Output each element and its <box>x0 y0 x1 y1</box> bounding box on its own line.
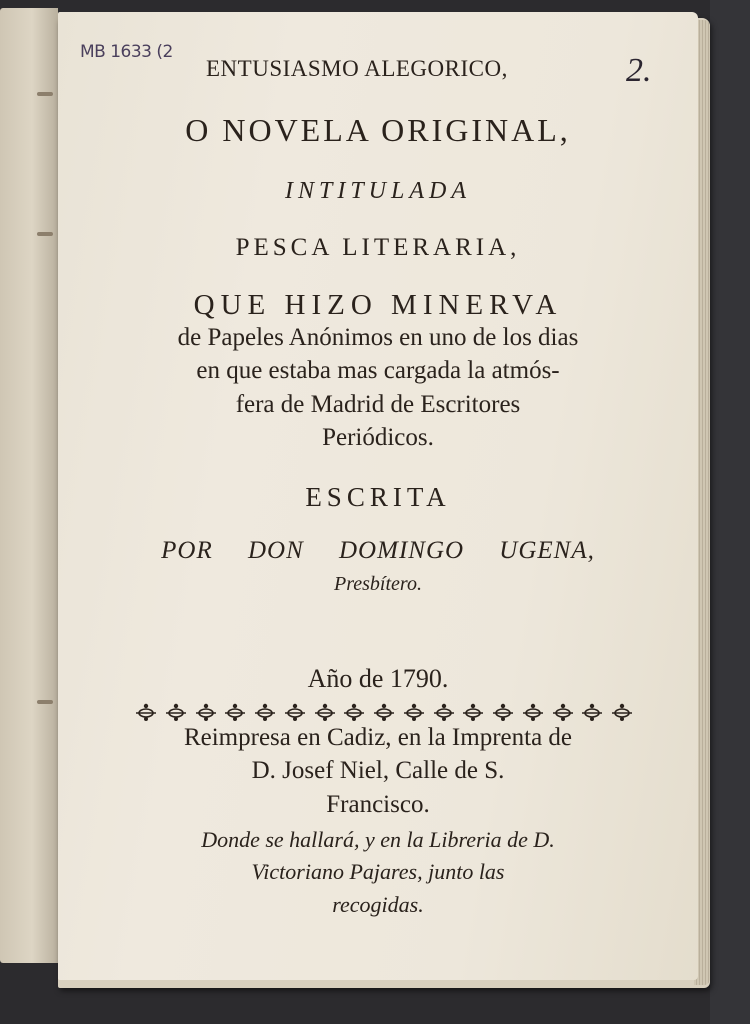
ornament-fleuron-icon <box>283 701 307 723</box>
ornament-fleuron-icon <box>432 701 456 723</box>
bookseller-line-2: Victoriano Pajares, junto las <box>251 859 505 884</box>
ornament-fleuron-icon <box>461 701 485 723</box>
binding-stitch <box>37 700 53 704</box>
ornament-fleuron-icon <box>491 701 515 723</box>
que-hizo-minerva-line: QUE HIZO MINERVA <box>193 289 563 321</box>
ornament-fleuron-icon <box>342 701 366 723</box>
subtitle-line-4: Periódicos. <box>322 424 434 451</box>
ornament-fleuron-icon <box>402 701 426 723</box>
author-line: POR DON DOMINGO UGENA, <box>161 537 595 564</box>
year-line: Año de 1790. <box>307 664 449 693</box>
pesca-literaria-line: PESCA LITERARIA, <box>235 234 521 261</box>
ornament-fleuron-icon <box>164 701 188 723</box>
bookseller-line-1: Donde se hallará, y en la Libreria de D. <box>201 827 555 852</box>
page-number: 2. <box>626 52 652 89</box>
ornament-fleuron-icon <box>521 701 545 723</box>
binding-stitch <box>37 232 53 236</box>
imprint-line-3: Francisco. <box>326 791 430 818</box>
ornament-fleuron-icon <box>223 701 247 723</box>
subtitle-line-2: en que estaba mas cargada la atmós- <box>196 357 560 384</box>
running-head: ENTUSIASMO ALEGORICO, <box>206 56 508 81</box>
left-facing-page <box>0 8 58 963</box>
binding-stitch <box>37 92 53 96</box>
ornament-fleuron-icon <box>372 701 396 723</box>
library-shelfmark: MB 1633 (2 <box>80 42 173 62</box>
ornament-fleuron-icon <box>610 701 634 723</box>
background-right <box>710 0 750 1024</box>
ornament-fleuron-icon <box>313 701 337 723</box>
imprint-line-1: Reimpresa en Cadiz, en la Imprenta de <box>183 724 573 751</box>
ornament-fleuron-icon <box>194 701 218 723</box>
intitulada-line: INTITULADA <box>284 178 472 204</box>
title-page <box>58 12 698 980</box>
imprint-line-2: D. Josef Niel, Calle de S. <box>251 757 505 784</box>
ornament-fleuron-icon <box>580 701 604 723</box>
escrita-line: ESCRITA <box>305 482 451 512</box>
ornament-fleuron-icon <box>253 701 277 723</box>
ornament-rule <box>134 698 634 726</box>
author-title: Presbítero. <box>334 573 422 595</box>
bookseller-line-3: recogidas. <box>332 892 424 917</box>
ornament-fleuron-icon <box>134 701 158 723</box>
subtitle-line-3: fera de Madrid de Escritores <box>235 391 521 418</box>
title-line: O NOVELA ORIGINAL, <box>185 112 571 148</box>
ornament-fleuron-icon <box>551 701 575 723</box>
subtitle-line-1: de Papeles Anónimos en uno de los dias <box>177 324 579 351</box>
